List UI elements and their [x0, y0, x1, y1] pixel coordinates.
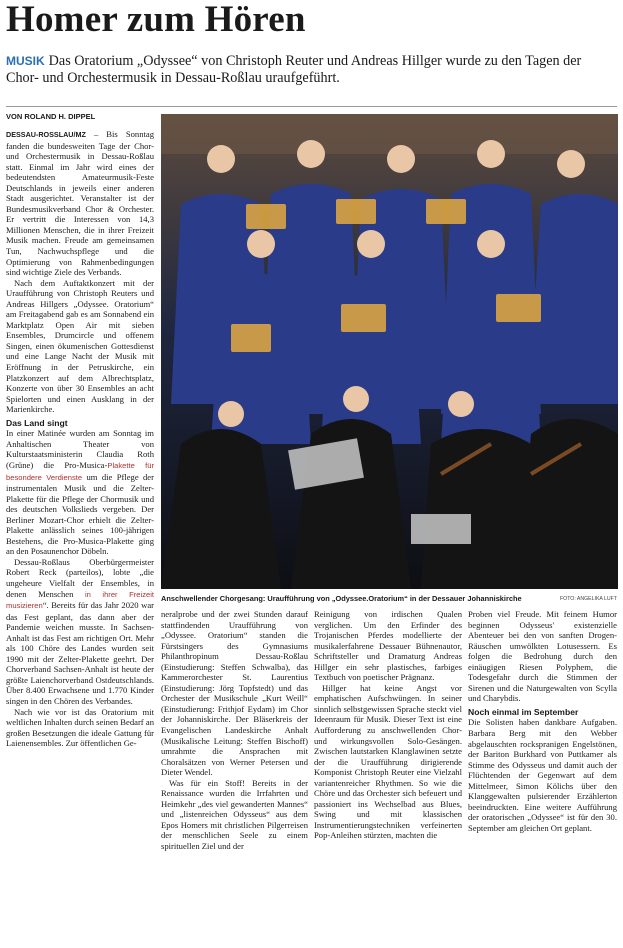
column-1 [6, 129, 154, 749]
subheading: Das Land singt [6, 417, 68, 428]
dateline: DESSAU-ROSSLAU/MZ [6, 130, 86, 139]
paragraph: DESSAU-ROSSLAU/MZ – Bis Sonntag fanden die bundesweiten Tage der Chor- und Orchestermusik in Dessau-Roßlau statt. Einmal im Jahr wird eines der bedeutendsten Amateurmusik-Feste Deutschlands in jeweils einer anderen Stadt ausgerichtet. Veranstalter ist der Bundesmusikverband Chor & Orchester. Er vertritt die Interessen von 14,3 Millionen Menschen, die in ihrer Freizeit Musik machen. Freude am gemeinsamen Tun, Nachwuchspflege und die Optimierung von Rahmenbedingungen sind wichtige Ziele des Verbands. [6, 129, 154, 278]
headline: Homer zum Hören [6, 0, 306, 40]
paragraph: Nach dem Auftaktkonzert mit der Uraufführung von Christoph Reuters und Andreas Hillgers „Odyssee. Oratorium“ am Freitagabend gab es am Sonnabend ein Marktplatz Open Air mit sieben Ensembles, Drumcircle und offenem Singen, einen ökumenischen Gottesdienst und eine Lange Nacht der Musik mit Eröffnung in der Petruskirche, ein Platzkonzert auf dem Albrechtsplatz, Konzerte von über 30 Ensembles an acht Spielorten und einen Ausklang in der Marienkirche. [6, 277, 154, 415]
paragraph: Dessau-Roßlaus Oberbürgermeister Robert Reck (parteilos), lobte „die ungeheure Vielfalt der Ensembles, in denen Menschen in ihrer Freizeit musizieren“. Bereits für das Jahr 2020 war das Fest geplant, das dann aber der Pandemie weichen musste. In Sachsen-Anhalt ist das Fest am richtigen Ort. Mehr als 100 Chöre des Landes wurden seit 1990 mit der Zelter-Plakette geehrt. Der Chorverband Sachsen-Anhalt ist heute der größte Laienchorverband Ostdeutschlands. Über 8.400 Erwachsene und 1.770 Kinder singen in den Chören des Verbandes. [6, 556, 155, 706]
choir-orchestra-image [161, 114, 618, 589]
column-4 [468, 609, 617, 833]
paragraph: Proben viel Freude. Mit feinem Humor beginnen Odysseus' existenzielle Abenteuer bei den von sanften Drogen-Räuschen umwölkten Lotusessern. Es folgen die Bedrohung durch den einäugigen Riesen Polyphem, die Todesgefahr durch die Stimmen der Sirenen und die Naturgewalten von Scylla und Charybdis. [468, 609, 617, 704]
paragraph: Nach wie vor ist das Oratorium mit weltlichen Inhalten durch seinen Bedarf an großen Besetzungen die ideale Gattung für Laienensembles. Zur öffentlichen Ge- [6, 706, 154, 749]
paragraph: Hillger hat keine Angst vor emphatischen Aufschwüngen. In seiner sinnlich selbstgewissen Sprache steckt viel Ideenraum für Musik. Dieser Text ist eine Aufforderung zu anschwellenden Chor- und wirkungsvollen Solo-Gesängen. Zwischen lautstarken Klanglawinen setzte der die Uraufführung dirigierende Komponist Christoph Reuter eine Vielzahl variantenreicher Rhythmen. So wie die Chöre und das Orchester sich befeuert und passioniert ins Wechselbad aus Blues, Swing und mit klassischen Instrumentierungstechniken verfeinerten Pop-Anleihen stürzten, machten die [314, 682, 462, 841]
column-3 [314, 609, 462, 841]
byline: VON ROLAND H. DIPPEL [6, 112, 96, 121]
paragraph: Die Solisten haben dankbare Aufgaben. Barbara Berg mit den Webber abgelauschten rockspranigen Engelstönen, der Bariton Burkhard von Puttkamer als Stimme des Odysseus und damit auch der Flüchtenden der Gegenwart auf dem Mittelmeer, Simon Kölichs über den Klanggewalten pulsierender Erzählerton beeindruckten. Eine weitere Aufführung der oratorischen „Odyssee“ ist für den 30. September am gleichen Ort geplant. [468, 717, 617, 833]
column-2 [161, 609, 308, 852]
photo-caption: Anschwellender Chorgesang: Uraufführung von „Odyssee.Oratorium“ in der Dessauer Johanniskirche [161, 594, 522, 603]
paragraph: neralprobe und der zwei Stunden darauf stattfindenden Uraufführung von „Odyssee. Oratorium“ standen die Fürstsingers des Gymnasiums Philanthropinum Dessau-Roßlau (Einstudierung: Steffen Schwalba), das Kammerorchester St. Laurentius (Einstudierung: Jörg Topfstedt) und das Orchester der Musikschule „Kurt Weill“ (Einstudierung: Frithjof Eydam) im Chor der Johanniskirche. Der Bläserkreis der Evangelischen Landeskirche Anhalt (Musikalische Leitung: Steffen Bischoff) umrahmte die Ansprachen mit Choralsätzen von Werner Petersen und Dieter Wendel. [161, 609, 308, 778]
subheading: Noch einmal im September [468, 706, 579, 717]
divider [6, 106, 617, 107]
paragraph: Reinigung von irdischen Qualen verglichen. Um den Erfinder des Trojanischen Pferdes modellierte der musikalerfahrene Dessauer Bühnenautor, Schriftsteller und Dramaturg Andreas Hillger ein sehr plastisches, farbiges Textbuch von poetischer Prägnanz. [314, 609, 462, 683]
paragraph: In einer Matinée wurden am Sonntag im Anhaltischen Theater von Kulturstaatsministerin Claudia Roth (Grüne) die Pro-Musica-Plakette für besondere Verdienste um die Pflege der instrumentalen Musik und die Zelter-Plakette für die Pflege der Chormusik und des deutschen Volkslieds vergeben. Der Berliner Mozart-Chor erhielt die Zelter-Plakette anlässlich seines 100-jährigen Bestehens, die Pro-Musica-Plakette ging an den Posaunenchor Döbeln. [6, 428, 154, 557]
paragraph: Was für ein Stoff! Bereits in der Renaissance wurden die Irrfahrten und Heimkehr „des viel gewanderten Mannes“ und „listenreichen Odysseus“ aus dem Epos Homers mit christlichen Pilgerreisen der menschlichen Seele zu einem spirituellen Ziel und der [161, 777, 308, 852]
concert-photo [161, 114, 618, 589]
kicker: MUSIK [6, 54, 45, 68]
highlight: in ihrer Freizeit musizieren [6, 589, 155, 611]
intro [6, 53, 616, 87]
photo-credit: FOTO: ANGELIKA LUFT [560, 596, 617, 602]
intro-text: Das Oratorium „Odyssee“ von Christoph Reuter und Andreas Hillger wurde zu den Tagen der Chor- und Orchestermusik in Dessau-Roßlau uraufgeführt. [6, 53, 582, 86]
highlight: Plakette für besondere Verdienste [6, 460, 154, 482]
